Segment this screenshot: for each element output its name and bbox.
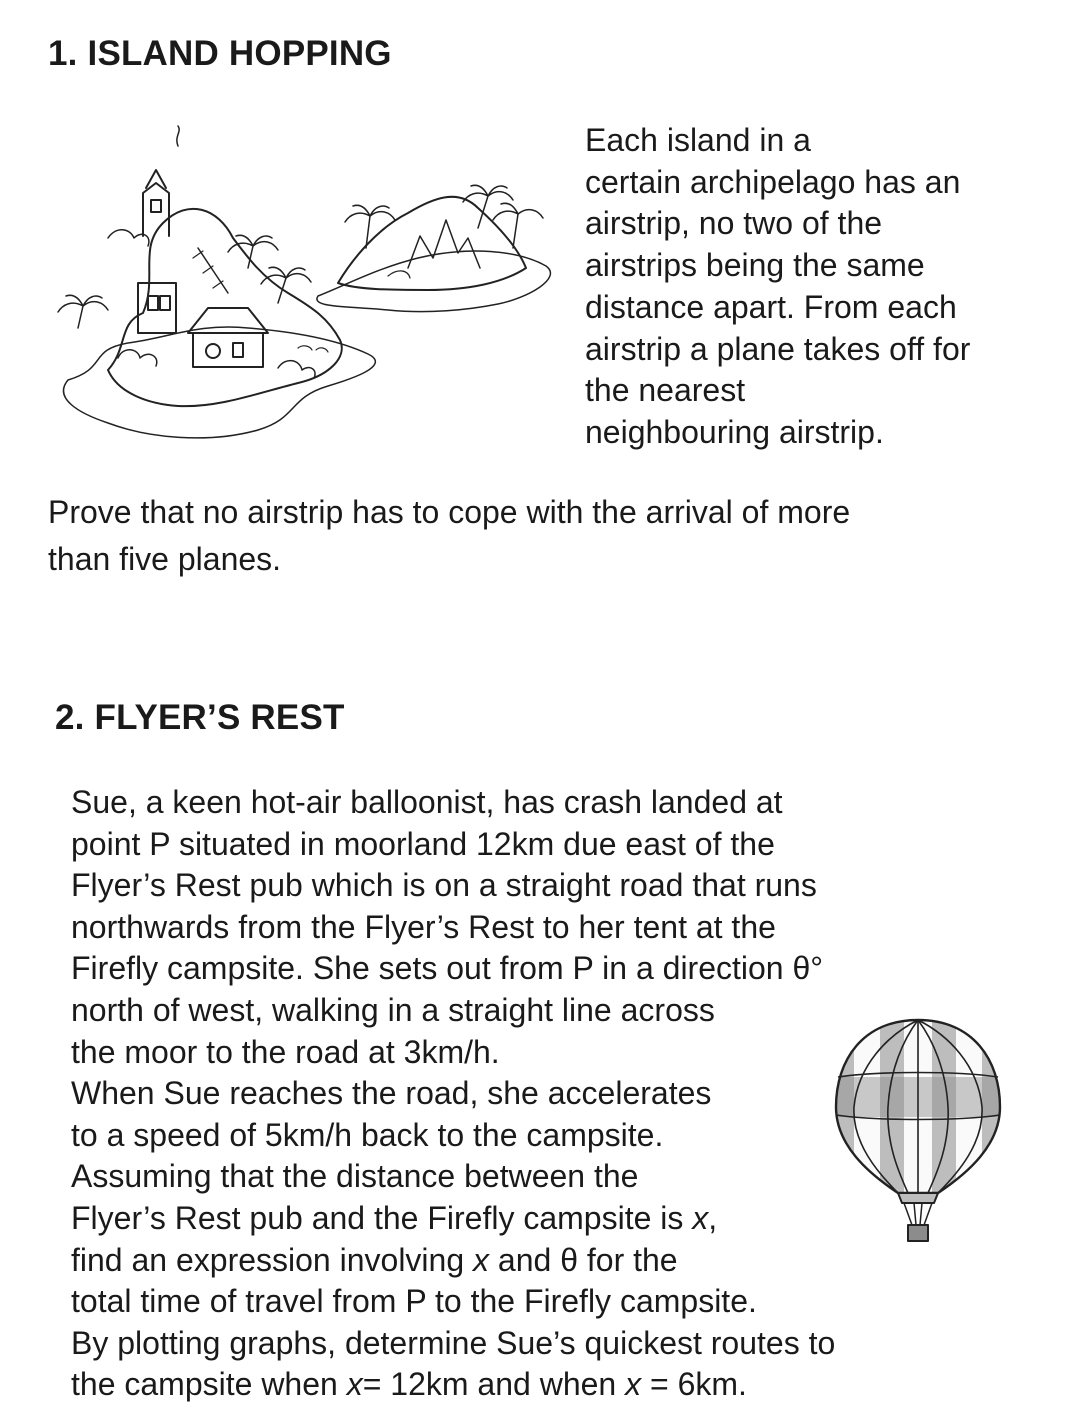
intro-paragraph: Each island in a certain archipelago has an airstrip, no two of the airstrips being the same distance apart. From each airstrip a plane takes off for the nearest neighbouring airstrip.: [585, 122, 971, 450]
story-line: When Sue reaches the road, she accelerates: [71, 1075, 712, 1112]
island-illustration: [48, 118, 568, 463]
story-line: to a speed of 5km/h back to the campsite.: [71, 1116, 664, 1153]
story-line: find an expression involving x and θ for the: [71, 1241, 678, 1278]
hot-air-balloon-illustration: [828, 1015, 1008, 1247]
story-line: Assuming that the distance between the: [71, 1158, 639, 1195]
story-line: Flyer’s Rest pub and the Firefly campsite is x,: [71, 1199, 718, 1236]
story-line: north of west, walking in a straight line across: [71, 991, 715, 1028]
story-line: the campsite when x= 12km and when x = 6km.: [71, 1366, 747, 1403]
story-line: point P situated in moorland 12km due east of the: [71, 825, 775, 862]
prove-statement: Prove that no airstrip has to cope with the arrival of more than five planes.: [48, 494, 851, 577]
story-line: total time of travel from P to the Firefly campsite.: [71, 1283, 757, 1320]
story-line: Firefly campsite. She sets out from P in a direction θ°: [71, 950, 824, 987]
problem1-heading: 1. ISLAND HOPPING: [48, 34, 392, 73]
story-line: Sue, a keen hot-air balloonist, has crash landed at: [71, 784, 783, 820]
story-line: By plotting graphs, determine Sue’s quickest routes to: [71, 1324, 836, 1361]
problem2-paragraph: [71, 782, 835, 1406]
story-line: the moor to the road at 3km/h.: [71, 1033, 500, 1070]
story-line: Flyer’s Rest pub which is on a straight road that runs: [71, 867, 817, 904]
story-line: northwards from the Flyer’s Rest to her tent at the: [71, 908, 776, 945]
problem2-heading: 2. FLYER’S REST: [55, 698, 345, 737]
